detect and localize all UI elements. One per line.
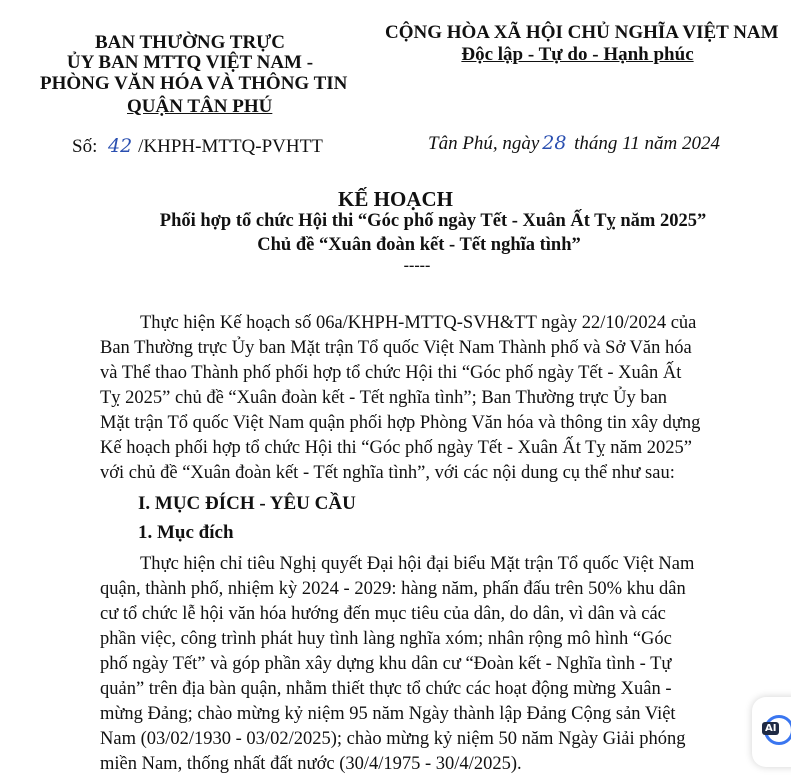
document-subtitle-2: Chủ đề “Xuân đoàn kết - Tết nghĩa tình” (257, 235, 581, 255)
section-heading-1: I. MỤC ĐÍCH - YÊU CẦU (138, 493, 356, 514)
purpose-line-9: miền Nam, thống nhất đất nước (30/4/1975 - 30/4/2025). (100, 754, 522, 774)
ai-assistant-button[interactable] (752, 697, 791, 767)
intro-line-3: và Thể thao Thành phố phối hợp tổ chức Hội thi “Góc phố ngày Tết - Xuân Ất (100, 363, 682, 383)
date-handwritten-day: 28 (542, 132, 567, 154)
issuer-line-2: ỦY BAN MTTQ VIỆT NAM - (66, 52, 314, 73)
issuer-district: QUẬN TÂN PHÚ (127, 96, 273, 117)
purpose-line-8: Nam (03/02/1930 - 03/02/2025); chào mừng kỷ niệm 50 năm Ngày Giải phóng (100, 729, 686, 749)
purpose-line-7: mừng Đảng; chào mừng kỷ niệm 95 năm Ngày thành lập Đảng Cộng sản Việt (100, 704, 676, 724)
document-subtitle-1 (0, 211, 791, 232)
reference-handwritten-number: 42 (108, 135, 133, 157)
document-date (428, 132, 720, 155)
intro-line-2: Ban Thường trực Ủy ban Mặt trận Tổ quốc Việt Nam Thành phố và Sở Văn hóa (100, 338, 692, 358)
national-motto-text: Độc lập - Tự do - Hạnh phúc (461, 44, 694, 65)
issuer-line-4 (127, 96, 272, 118)
date-month-year: tháng 11 năm 2024 (574, 133, 720, 154)
intro-line-4: Tỵ 2025” chủ đề “Xuân đoàn kết - Tết nghĩa tình”; Ban Thường trực Ủy ban (100, 388, 668, 408)
subtitle-1-text: Phối hợp tổ chức Hội thi “Góc phố ngày Tết - Xuân Ất Tỵ năm 2025” (159, 211, 707, 231)
national-motto (385, 44, 770, 66)
intro-line-7: với chủ đề “Xuân đoàn kết - Tết nghĩa tình”, với các nội dung cụ thể như sau: (100, 463, 675, 483)
intro-line-1: Thực hiện Kế hoạch số 06a/KHPH-MTTQ-SVH&TT ngày 22/10/2024 của (140, 313, 697, 333)
subsection-heading-1: 1. Mục đích (138, 522, 234, 543)
reference-prefix: Số: (72, 136, 98, 157)
date-place: Tân Phú, ngày (428, 133, 540, 154)
purpose-line-4: phần việc, công trình phát huy tình làng nghĩa xóm; nhân rộng mô hình “Góc (100, 629, 672, 649)
reference-number (72, 135, 323, 158)
reference-code: /KHPH-MTTQ-PVHTT (138, 136, 323, 157)
issuer-line-3: PHÒNG VĂN HÓA VÀ THÔNG TIN (40, 73, 348, 94)
purpose-line-3: cư tổ chức lễ hội văn hóa hướng đến mục tiêu của dân, do dân, vì dân và các (100, 604, 666, 624)
intro-line-5: Mặt trận Tổ quốc Việt Nam quận phối hợp Phòng Văn hóa và thông tin xây dựng (100, 413, 701, 433)
purpose-line-1: Thực hiện chỉ tiêu Nghị quyết Đại hội đại biểu Mặt trận Tổ quốc Việt Nam (140, 554, 695, 574)
ai-label: AI (762, 722, 779, 735)
issuer-line-1: BAN THƯỜNG TRỰC (94, 32, 286, 53)
purpose-line-2: quận, thành phố, nhiệm kỳ 2024 - 2029: hàng năm, phấn đấu trên 50% khu dân (100, 579, 686, 599)
purpose-line-6: quản” trên địa bàn quận, nhằm thiết thực tổ chức các hoạt động mừng Xuân - (100, 679, 672, 699)
intro-line-6: Kế hoạch phối hợp tổ chức Hội thi “Góc phố ngày Tết - Xuân Ất Tỵ năm 2025” (100, 438, 692, 458)
purpose-line-5: phố ngày Tết” và góp phần xây dựng khu dân cư “Đoàn kết - Nghĩa tình - Tự (100, 654, 672, 674)
title-divider: ----- (403, 257, 431, 274)
document-title: KẾ HOẠCH (338, 187, 453, 211)
national-title: CỘNG HÒA XÃ HỘI CHỦ NGHĨA VIỆT NAM (385, 22, 779, 43)
